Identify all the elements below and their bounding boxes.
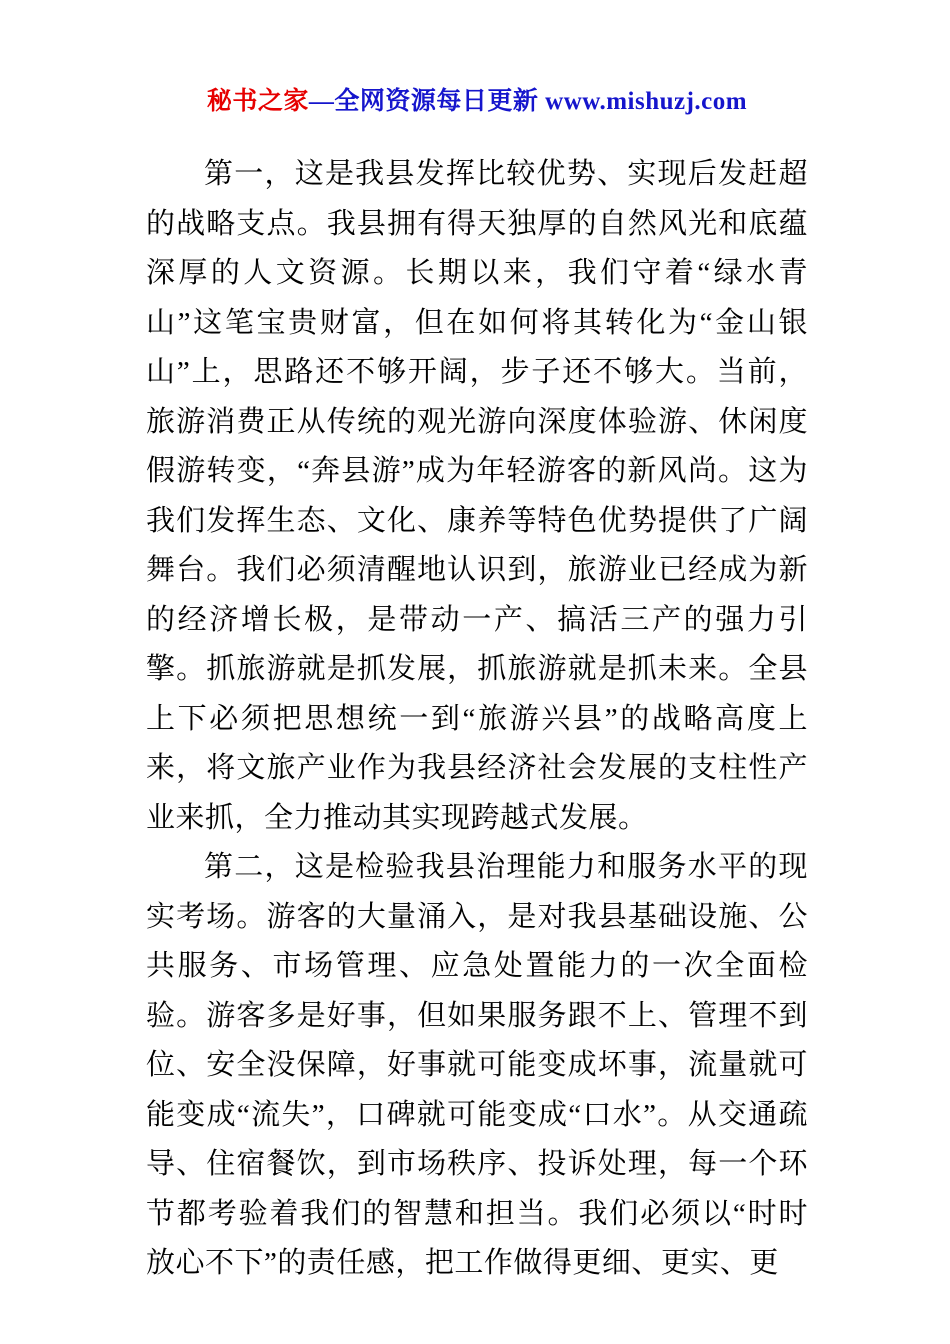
document-body bbox=[146, 150, 808, 1289]
paragraph-first-point: 第一，这是我县发挥比较优势、实现后发赶超的战略支点。我县拥有得天独厚的自然风光和底蕴深厚的人文资源。长期以来，我们守着“绿水青山”这笔宝贵财富，但在如何将其转化为“金山银山”上，思路还不够开阔，步子还不够大。当前，旅游消费正从传统的观光游向深度体验游、休闲度假游转变，“奔县游”成为年轻游客的新风尚。这为我们发挥生态、文化、康养等特色优势提供了广阔舞台。我们必须清醒地认识到，旅游业已经成为新的经济增长极，是带动一产、搞活三产的强力引擎。抓旅游就是抓发展，抓旅游就是抓未来。全县上下必须把思想统一到“旅游兴县”的战略高度上来，将文旅产业作为我县经济社会发展的支柱性产业来抓，全力推动其实现跨越式发展。 bbox=[146, 158, 808, 834]
site-name: 秘书之家 bbox=[206, 88, 309, 115]
header-tagline: —全网资源每日更新 bbox=[308, 88, 546, 115]
page-header bbox=[146, 86, 808, 118]
paragraph-second-point: 第二，这是检验我县治理能力和服务水平的现实考场。游客的大量涌入，是对我县基础设施、公共服务、市场管理、应急处置能力的一次全面检验。游客多是好事，但如果服务跟不上、管理不到位、安全没保障，好事就可能变成坏事，流量就可能变成“流失”，口碑就可能变成“口水”。从交通疏导、住宿餐饮，到市场秩序、投诉处理，每一个环节都考验着我们的智慧和担当。我们必须以“时时放心不下”的责任感，把工作做得更细、更实、更 bbox=[146, 851, 808, 1279]
site-url: www.mishuzj.com bbox=[545, 88, 748, 115]
